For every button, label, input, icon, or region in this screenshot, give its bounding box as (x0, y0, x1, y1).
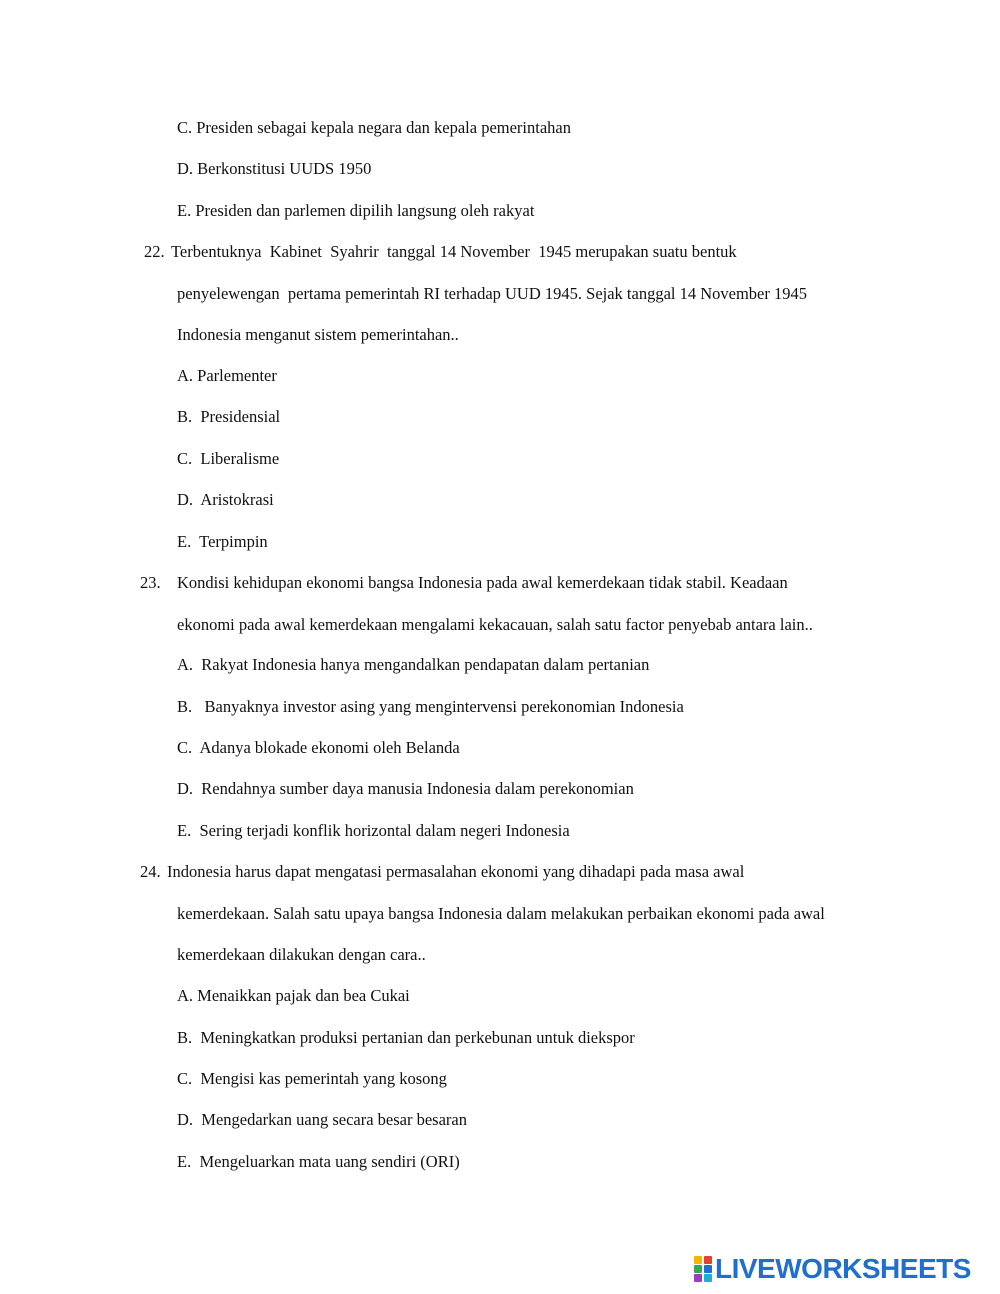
question-23-option-d[interactable]: D. Rendahnya sumber daya manusia Indonesia dalam perekonomian (177, 779, 634, 798)
liveworksheets-logo-text: LIVEWORKSHEETS (715, 1253, 971, 1284)
question-24-text-line-1: Indonesia harus dapat mengatasi permasalahan ekonomi yang dihadapi pada masa awal (167, 862, 745, 881)
question-24-option-e[interactable]: E. Mengeluarkan mata uang sendiri (ORI) (177, 1152, 460, 1171)
question-22-option-b[interactable]: B. Presidensial (177, 407, 281, 426)
question-22-text-line-3: Indonesia menganut sistem pemerintahan.. (177, 325, 459, 344)
question-23-option-e[interactable]: E. Sering terjadi konflik horizontal dalam negeri Indonesia (177, 821, 570, 840)
question-23-text-line-1: Kondisi kehidupan ekonomi bangsa Indonesia pada awal kemerdekaan tidak stabil. Keadaan (177, 573, 788, 592)
question-23-number: 23. (140, 573, 161, 592)
liveworksheets-logo-icon (693, 1255, 713, 1283)
question-22-text-line-1: Terbentuknya Kabinet Syahrir tanggal 14 November 1945 merupakan suatu bentuk (171, 242, 737, 261)
question-22-option-d[interactable]: D. Aristokrasi (177, 490, 274, 509)
question-23-text-line-2: ekonomi pada awal kemerdekaan mengalami kekacauan, salah satu factor penyebab antara lain.. (177, 615, 813, 634)
question-22-option-a[interactable]: A. Parlementer (177, 366, 277, 385)
question-24-number: 24. (140, 862, 161, 881)
question-22-option-c[interactable]: C. Liberalisme (177, 449, 280, 468)
prev-option-d: D. Berkonstitusi UUDS 1950 (177, 159, 372, 178)
question-23-option-a[interactable]: A. Rakyat Indonesia hanya mengandalkan pendapatan dalam pertanian (177, 655, 650, 674)
question-24-option-c[interactable]: C. Mengisi kas pemerintah yang kosong (177, 1069, 447, 1088)
question-22-text-line-2: penyelewengan pertama pemerintah RI terhadap UUD 1945. Sejak tanggal 14 November 1945 (177, 284, 808, 303)
question-23-option-b[interactable]: B. Banyaknya investor asing yang mengintervensi perekonomian Indonesia (177, 697, 684, 716)
question-24-option-a[interactable]: A. Menaikkan pajak dan bea Cukai (177, 986, 410, 1005)
prev-option-c: C. Presiden sebagai kepala negara dan kepala pemerintahan (177, 118, 571, 137)
question-24-option-b[interactable]: B. Meningkatkan produksi pertanian dan perkebunan untuk diekspor (177, 1028, 635, 1047)
prev-option-e: E. Presiden dan parlemen dipilih langsung oleh rakyat (177, 201, 535, 220)
question-23-option-c[interactable]: C. Adanya blokade ekonomi oleh Belanda (177, 738, 460, 757)
question-24-text-line-3: kemerdekaan dilakukan dengan cara.. (177, 945, 426, 964)
liveworksheets-logo[interactable] (693, 1254, 971, 1284)
question-22-number: 22. (144, 242, 165, 261)
question-24-option-d[interactable]: D. Mengedarkan uang secara besar besaran (177, 1110, 467, 1129)
question-24-text-line-2: kemerdekaan. Salah satu upaya bangsa Indonesia dalam melakukan perbaikan ekonomi pada awal (177, 904, 825, 923)
question-22-option-e[interactable]: E. Terpimpin (177, 532, 268, 551)
